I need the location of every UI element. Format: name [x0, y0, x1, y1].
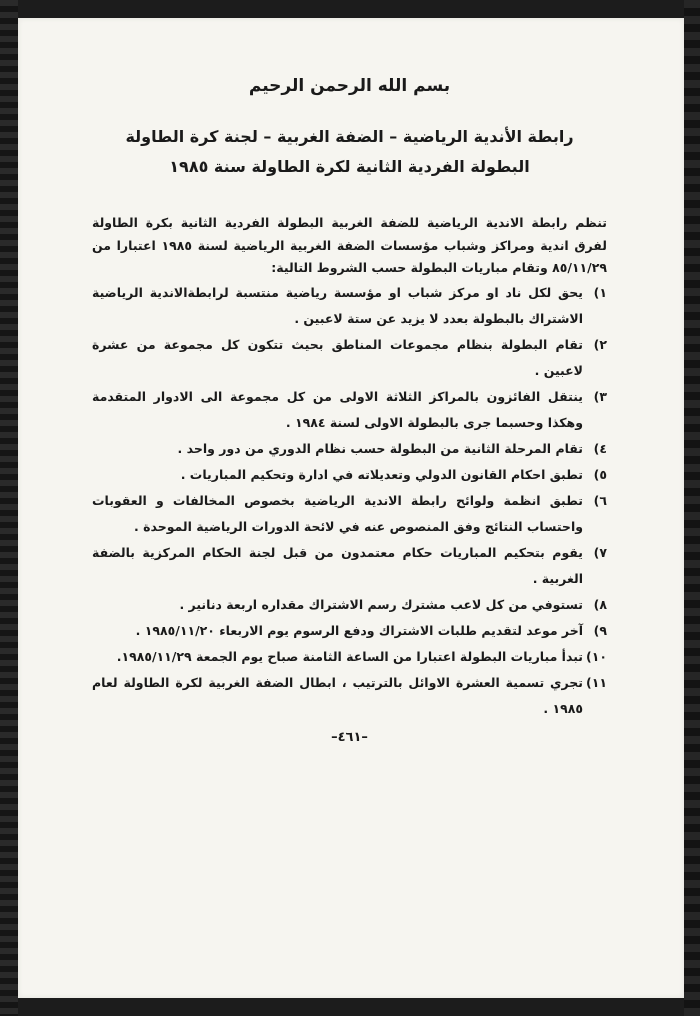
item-number: ٥)	[593, 466, 607, 482]
heading-championship: البطولة الفردية الثانية لكرة الطاولة سنة ١٩٨٥	[169, 157, 530, 176]
item-number: ٧)	[593, 544, 607, 560]
item-number: ٩)	[593, 622, 607, 638]
list-item	[92, 488, 607, 540]
page-number: –٤٦١–	[331, 729, 368, 745]
list-item	[92, 280, 607, 332]
basmala: بسم الله الرحمن الرحيم	[248, 76, 451, 96]
item-text: تقام المرحلة الثانية من البطولة حسب نظام الدوري من دور واحد .	[177, 440, 583, 456]
conditions-list	[92, 280, 607, 722]
film-edge-right	[684, 0, 700, 1016]
intro-paragraph: تنظم رابطة الاندية الرياضية للضفة الغربية البطولة الفردية الثانية بكرة الطاولة لفرق اندية ومراكز وشباب مؤسسات الضفة الغربية الرياضية لسنة ١٩٨٥ اعتبارا من ٨٥/١١/٢٩ وتقام مباريات البطولة حسب الشروط التالية:	[92, 215, 607, 275]
list-item	[92, 462, 607, 488]
item-number: ٢)	[593, 336, 607, 352]
item-number: ١)	[593, 284, 607, 300]
list-item	[92, 618, 607, 644]
item-number: ٨)	[593, 596, 607, 612]
item-text: تستوفي من كل لاعب مشترك رسم الاشتراك مقداره اربعة دنانير .	[179, 596, 583, 612]
item-number: ١٠)	[586, 648, 607, 664]
heading-organization: رابطة الأندية الرياضية – الضفة الغربية – لجنة كرة الطاولة	[125, 127, 574, 146]
list-item	[92, 592, 607, 618]
film-edge-left	[0, 0, 18, 1016]
item-text: آخر موعد لتقديم طلبات الاشتراك ودفع الرسوم يوم الاربعاء ١٩٨٥/١١/٢٠ .	[135, 622, 583, 638]
list-item	[92, 670, 607, 722]
list-item	[92, 540, 607, 592]
item-number: ١١)	[586, 674, 607, 690]
item-number: ٣)	[593, 388, 607, 404]
list-item	[92, 332, 607, 384]
item-number: ٤)	[593, 440, 607, 456]
item-text: يحق لكل ناد او مركز شباب او مؤسسة رياضية منتسبة لرابطةالاندية الرياضية الاشتراك بالبطولة بعدد لا يزيد عن ستة لاعبين .	[92, 284, 583, 326]
item-text: يقوم بتحكيم المباريات حكام معتمدون من قبل لجنة الحكام المركزية بالضفة الغربية .	[92, 544, 583, 586]
item-text: تطبق انظمة ولوائح رابطة الاندية الرياضية بخصوص المخالفات و العقوبات واحتساب النتائج وفق المنصوص عنه في لائحة الدورات الرياضية الموحدة .	[92, 492, 583, 534]
item-text: تطبق احكام القانون الدولي وتعديلاته في ادارة وتحكيم المباريات .	[180, 466, 583, 482]
list-item	[92, 384, 607, 436]
item-text: تقام البطولة بنظام مجموعات المناطق بحيث تتكون كل مجموعة من عشرة لاعبين .	[92, 336, 583, 378]
item-text: تجري تسمية العشرة الاوائل بالترتيب ، ابطال الضفة الغربية لكرة الطاولة لعام ١٩٨٥ .	[92, 674, 583, 716]
list-item	[92, 644, 607, 670]
document-content	[92, 60, 607, 745]
list-item	[92, 436, 607, 462]
item-text: ينتقل الفائزون بالمراكز الثلاثة الاولى من كل مجموعة الى الادوار المتقدمة وهكذا وحسبما جرى بالبطولة الاولى لسنة ١٩٨٤ .	[92, 388, 583, 430]
item-text: تبدأ مباريات البطولة اعتبارا من الساعة الثامنة صباح يوم الجمعة ١٩٨٥/١١/٢٩.	[116, 648, 583, 664]
item-number: ٦)	[593, 492, 607, 508]
